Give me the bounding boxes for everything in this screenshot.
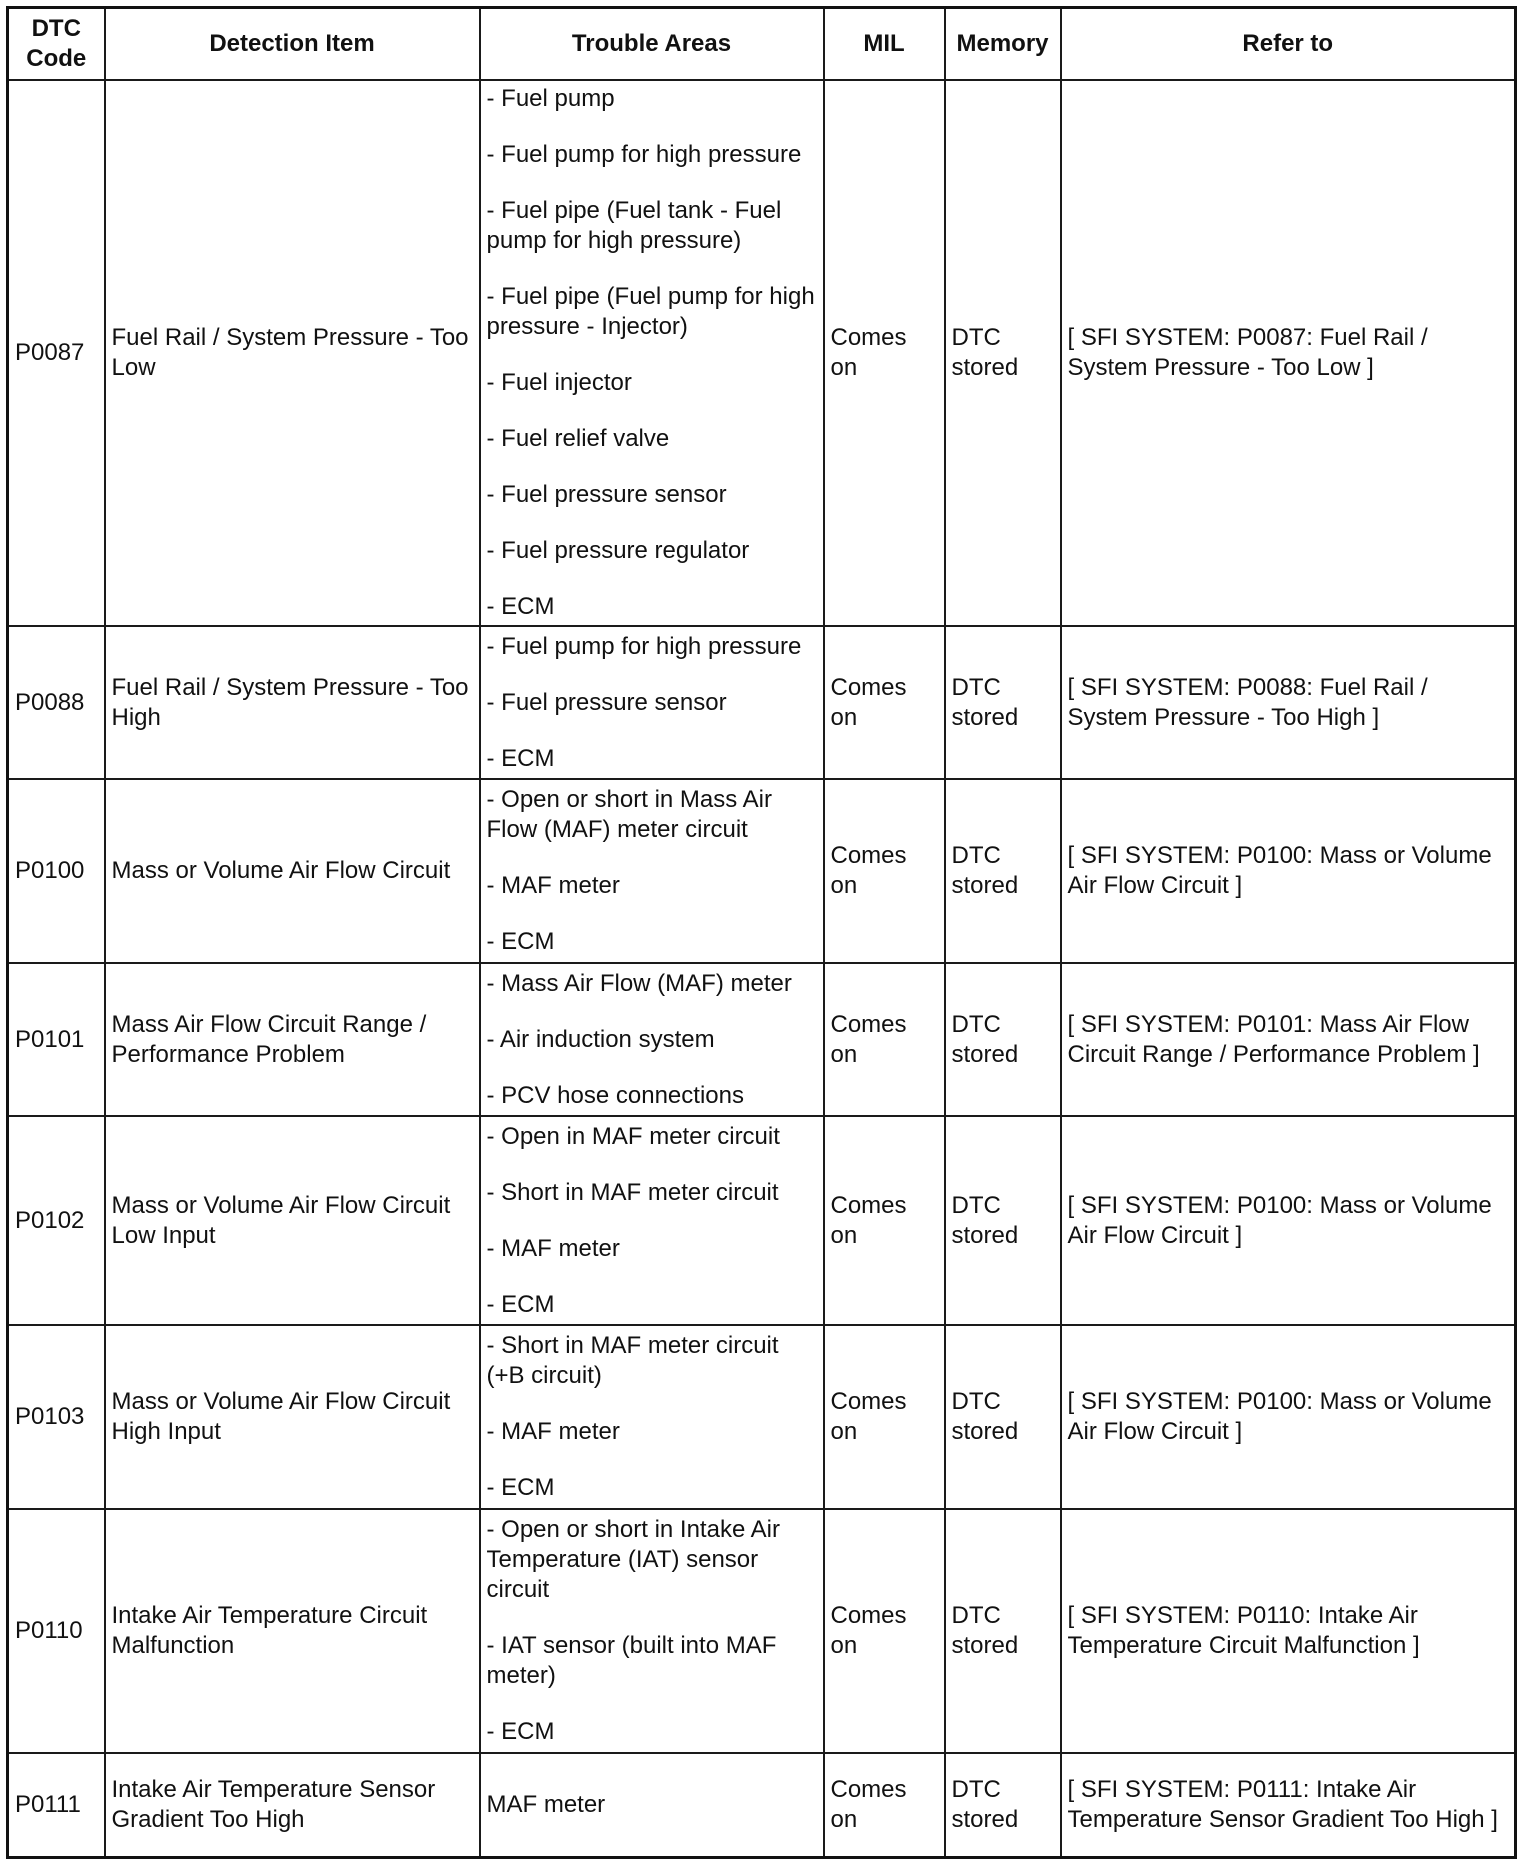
table-row — [8, 963, 1516, 1116]
memory-cell: DTC stored — [945, 779, 1061, 963]
detection-item-cell: Intake Air Temperature Sensor Gradient Too High — [105, 1753, 480, 1857]
trouble-areas-cell — [480, 963, 824, 1116]
mil-cell: Comes on — [824, 1325, 945, 1509]
table-row — [8, 626, 1516, 779]
trouble-area-item: - Fuel pressure sensor — [486, 481, 727, 508]
trouble-area-item: - Fuel pressure regulator — [486, 537, 750, 564]
table-row — [8, 80, 1516, 626]
refer-to-link[interactable]: [ SFI SYSTEM: P0100: Mass or Volume Air Flow Circuit ] — [1061, 1325, 1516, 1509]
dtc-table — [6, 6, 1517, 1859]
trouble-area-item: - Fuel pump for high pressure — [486, 141, 802, 168]
trouble-area-item: - PCV hose connections — [486, 1081, 744, 1109]
table-body — [8, 80, 1516, 1857]
trouble-areas-list — [487, 1790, 817, 1820]
mil-cell: Comes on — [824, 80, 945, 626]
detection-item-cell: Fuel Rail / System Pressure - Too Low — [105, 80, 480, 626]
header-refer-to: Refer to — [1061, 8, 1516, 81]
trouble-areas-cell — [480, 626, 824, 779]
dtc-code-cell: P0102 — [8, 1116, 105, 1325]
trouble-area-item: - Short in MAF meter circuit (+B circuit) — [486, 1332, 779, 1389]
header-row — [8, 8, 1516, 81]
table-header — [8, 8, 1516, 81]
trouble-area-item: - Open or short in Mass Air Flow (MAF) meter circuit — [486, 786, 772, 843]
mil-cell: Comes on — [824, 1753, 945, 1857]
trouble-area-item: MAF meter — [486, 1790, 606, 1818]
table-row — [8, 1325, 1516, 1509]
mil-cell: Comes on — [824, 626, 945, 779]
trouble-area-item: - Fuel pipe (Fuel tank - Fuel pump for high pressure) — [486, 197, 782, 254]
trouble-area-item: - Fuel relief valve — [486, 425, 670, 452]
dtc-code-cell: P0111 — [8, 1753, 105, 1857]
dtc-code-cell: P0110 — [8, 1509, 105, 1753]
trouble-area-item: - ECM — [486, 1474, 555, 1501]
header-detection-item: Detection Item — [105, 8, 480, 81]
trouble-area-item: - Fuel pipe (Fuel pump for high pressure - Injector) — [486, 283, 815, 340]
trouble-areas-cell — [480, 80, 824, 626]
refer-to-link[interactable]: [ SFI SYSTEM: P0088: Fuel Rail / System Pressure - Too High ] — [1061, 626, 1516, 779]
table-row — [8, 779, 1516, 963]
table-row — [8, 1116, 1516, 1325]
memory-cell: DTC stored — [945, 963, 1061, 1116]
detection-item-cell: Mass or Volume Air Flow Circuit High Input — [105, 1325, 480, 1509]
trouble-area-item: - Mass Air Flow (MAF) meter — [486, 969, 792, 997]
memory-cell: DTC stored — [945, 1509, 1061, 1753]
trouble-area-item: - Open in MAF meter circuit — [486, 1122, 780, 1150]
memory-cell: DTC stored — [945, 1116, 1061, 1325]
trouble-area-item: - IAT sensor (built into MAF meter) — [486, 1632, 777, 1689]
trouble-area-item: - ECM — [486, 928, 555, 955]
trouble-areas-cell — [480, 779, 824, 963]
mil-cell: Comes on — [824, 1116, 945, 1325]
trouble-area-item: - MAF meter — [486, 1418, 620, 1445]
trouble-area-item: - Short in MAF meter circuit — [486, 1178, 779, 1206]
detection-item-cell: Mass or Volume Air Flow Circuit Low Input — [105, 1116, 480, 1325]
dtc-code-cell: P0103 — [8, 1325, 105, 1509]
memory-cell: DTC stored — [945, 1325, 1061, 1509]
trouble-areas-list — [487, 1331, 817, 1503]
refer-to-link[interactable]: [ SFI SYSTEM: P0111: Intake Air Temperature Sensor Gradient Too High ] — [1061, 1753, 1516, 1857]
header-trouble-areas: Trouble Areas — [480, 8, 824, 81]
trouble-areas-list — [487, 84, 817, 622]
dtc-code-cell: P0100 — [8, 779, 105, 963]
dtc-code-cell: P0088 — [8, 626, 105, 779]
trouble-area-item: - ECM — [486, 593, 555, 620]
refer-to-link[interactable]: [ SFI SYSTEM: P0100: Mass or Volume Air Flow Circuit ] — [1061, 1116, 1516, 1325]
mil-cell: Comes on — [824, 1509, 945, 1753]
detection-item-cell: Mass or Volume Air Flow Circuit — [105, 779, 480, 963]
detection-item-cell: Fuel Rail / System Pressure - Too High — [105, 626, 480, 779]
trouble-area-item: - Air induction system — [486, 1025, 715, 1053]
trouble-area-item: - Fuel pressure sensor — [486, 688, 727, 716]
trouble-area-item: - Fuel pump for high pressure — [486, 632, 802, 660]
trouble-areas-list — [487, 1122, 817, 1320]
trouble-area-item: - ECM — [486, 1718, 555, 1745]
table-row — [8, 1509, 1516, 1753]
refer-to-link[interactable]: [ SFI SYSTEM: P0101: Mass Air Flow Circuit Range / Performance Problem ] — [1061, 963, 1516, 1116]
memory-cell: DTC stored — [945, 80, 1061, 626]
memory-cell: DTC stored — [945, 626, 1061, 779]
mil-cell: Comes on — [824, 963, 945, 1116]
refer-to-link[interactable]: [ SFI SYSTEM: P0100: Mass or Volume Air Flow Circuit ] — [1061, 779, 1516, 963]
table-row — [8, 1753, 1516, 1857]
header-memory: Memory — [945, 8, 1061, 81]
trouble-area-item: - MAF meter — [486, 1234, 620, 1262]
refer-to-link[interactable]: [ SFI SYSTEM: P0087: Fuel Rail / System Pressure - Too Low ] — [1061, 80, 1516, 626]
trouble-area-item: - Fuel injector — [486, 369, 632, 396]
header-mil: MIL — [824, 8, 945, 81]
trouble-areas-list — [487, 785, 817, 957]
trouble-areas-cell — [480, 1116, 824, 1325]
trouble-areas-cell — [480, 1509, 824, 1753]
trouble-area-item: - MAF meter — [486, 872, 620, 899]
refer-to-link[interactable]: [ SFI SYSTEM: P0110: Intake Air Temperature Circuit Malfunction ] — [1061, 1509, 1516, 1753]
detection-item-cell: Mass Air Flow Circuit Range / Performance Problem — [105, 963, 480, 1116]
memory-cell: DTC stored — [945, 1753, 1061, 1857]
dtc-code-cell: P0087 — [8, 80, 105, 626]
detection-item-cell: Intake Air Temperature Circuit Malfunction — [105, 1509, 480, 1753]
trouble-areas-list — [487, 969, 817, 1111]
trouble-areas-list — [487, 632, 817, 774]
trouble-areas-cell — [480, 1753, 824, 1857]
trouble-areas-list — [487, 1515, 817, 1747]
trouble-area-item: - Fuel pump — [486, 85, 615, 112]
trouble-area-item: - ECM — [486, 744, 555, 772]
mil-cell: Comes on — [824, 779, 945, 963]
trouble-area-item: - ECM — [486, 1290, 555, 1318]
trouble-areas-cell — [480, 1325, 824, 1509]
trouble-area-item: - Open or short in Intake Air Temperature (IAT) sensor circuit — [486, 1516, 780, 1603]
header-dtc-code: DTC Code — [8, 8, 105, 81]
dtc-code-cell: P0101 — [8, 963, 105, 1116]
